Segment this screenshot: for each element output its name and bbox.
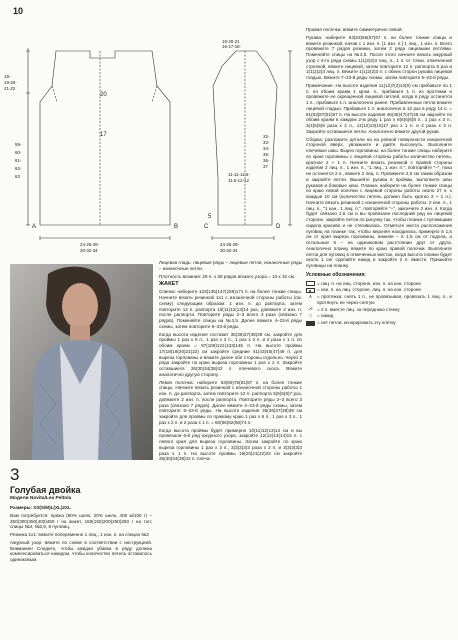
sleeves-text: Рукава: наберите 63(63)65(67)67 п. на более тонкие спицы и вяжите резинкой, начав с 1 изн. п. [1 изн. п.] 1 лиц., 1 изн. п. Всего провяжите 7 рядов резинки, затем 2 ряда лицевыми петлями. Поменяйте спицы на №3,5. После этого начните вязать ажурный узор с 6-го ряда схемы 1(1)2(2)3 лиц. п., 1 п. от точки, отмеченной стрелкой, вяжите лицевой, затем повторите 12 п. раппорта 5 раз и 1(1)2(2)3 лиц. п. Вяжите 1(1)2(2)3 п. с обеих сторон рукава лицевой гладью. Вяжите 7–23-й ряды схемы, затем повторите 6–23-й ряды. bbox=[306, 34, 452, 80]
sleeve-top-label-1: 16-17-18- bbox=[222, 44, 242, 49]
front-top-label-1: 18- bbox=[4, 74, 11, 79]
lace-pattern-text: Ажурный узор: вяжите по схеме в соответствии с инструкцией. Внимание! Следите, чтобы каждая убавка в ряду должна компенсироваться накидом, чтобы количество петель оставалось одинаковым. bbox=[10, 539, 152, 562]
legend-item-text: = лиц. п. на лиц. стороне, изн. п. на изн. стороне bbox=[317, 280, 421, 286]
right-column bbox=[306, 27, 452, 327]
letter-c: C bbox=[204, 224, 209, 230]
legend-item bbox=[306, 320, 452, 326]
letter-b: B bbox=[174, 224, 179, 230]
front-length-label-1: 59- bbox=[15, 142, 22, 147]
sleeve-length-label-1: 32- bbox=[263, 134, 270, 139]
k2tog-symbol-icon: ⋌ bbox=[308, 306, 313, 312]
sleeve-length-label-3: 34- bbox=[263, 146, 270, 151]
sleeve-length-label-5: 36- bbox=[263, 158, 270, 163]
assembly-text: Сборка: разложите детали на на ровной поверхности изнаночной стороной вверх, увлажните и дайте высохнуть. Выполните плечевые швы. Вырез горловины: на более тонкие спицы наберите по краю горловины с лицевой стороны работы количество петель, кратное 2 + 1 п. Начните вязать резинкой с правой стороны изделия 2 лиц. п., 1 изн. п., "1 лиц., 1 изн. п.", повторяйте "–", пока не останется 2 п., вяжите 2 лиц. п. Провяжите 2,5 см таким образом и закройте петли. Вышейте рукава в проймы, выполните швы рукавов и боковые швы. Планка: наберите на более тонкие спицы по краю левой полочки с лицевой стороны работы около 27 п. х каждые 10 см (количество петель должно быть кратно 2 + 1 п.). Начните вязать резинкой с изнаночной стороны работы: 2 изн. п., 1 лиц. п., "1 изн., 1 лиц. п.", повторяйте "–", закончите 2 изн. п. Когда будет связано 2,5 см и вы провязали последний ряд на лицевой стороне, закройте петли по рисунку так, чтобы планка с пуговицами сидела красиво и не стягивалась. Отметьте места расположения пуговиц на планке так, чтобы верхняя находилась примерно в 1,5 см от края выреза горловины, нижняя – в 1,5 см от подола, а остальные 6 – на одинаковом расстоянии друг от друга. Аналогично планку вяжите по краю правой полочки. Выполните петли для пуговиц в отмеченных местах, когда высота планки будет около 1 см: сделайте накид и закройте 2 п. вместе. Пришейте пуговицы на планку. bbox=[306, 136, 452, 268]
front-length-label-4: 62- bbox=[15, 166, 22, 171]
materials-text: Вам потребуется: пряжа (80% шелк, 20% шелк, 400 м/100 г) – 250(300)350(400)450 г на жакет, 150(150)200(250)250 г на топ; спицы №3, №3,5, 8 пуговиц. bbox=[10, 512, 152, 530]
garment-schematic bbox=[0, 18, 298, 256]
legend-item-text: = 2 п. вместе лиц. за переднюю стенку bbox=[317, 306, 400, 312]
gauge-text: Плотность вязания: 28 п. х 36 рядов вязкого узора = 10 х 10 см. bbox=[159, 273, 296, 279]
left-front-text: Левая полочка: наберите 63(69)75(81)87 п. на более тонкие спицы. Начните вязать резинкой с изнаночной стороны работы 1 изн. п. до раппорта, затем повторите 12 п. раппорта 5(5)6(6)7 раз, довяжите 2 изн. п. после раппорта. Повторите ряды 2–3 всего 3 раза (связано 7 рядов). Далее вяжите 4–23-й ряды схемы, затем повторите 6–23-й ряды. На высоте изделия 35(36)37(38)39 см закройте для проймы по правому краю 1 раз х 6 п., 1 раз х 3 п., 1 раз х 2 п. и 2 раза х 1 п. = 50(56)62(68)74 п. bbox=[159, 379, 302, 425]
sizes-text: Размеры: XS(S/M)L(XL)2XL bbox=[10, 505, 71, 510]
stockinette-text: Лицевая гладь: лицевые ряды – лицевые петли, изнаночные ряды – изнаночные петли. bbox=[159, 260, 302, 271]
left-column bbox=[10, 464, 152, 565]
front-length-label-3: 61- bbox=[15, 158, 22, 163]
right-front-text: Правая полочка: вяжите симметрично левой. bbox=[306, 27, 403, 32]
legend-item-text: = нет петли, игнорировать эту клетку bbox=[317, 320, 396, 325]
front-width-label-1: 24-26-28- bbox=[80, 242, 100, 247]
front-piece-outline bbox=[40, 51, 170, 225]
front-width-label-2: 30-32-34 bbox=[80, 248, 98, 253]
front-number-20: 20 bbox=[100, 92, 107, 98]
legend-item bbox=[306, 313, 452, 319]
sleeve-number-5: 5 bbox=[208, 214, 212, 220]
front-top-label-3: 21-22 bbox=[4, 86, 16, 91]
legend-list bbox=[306, 281, 452, 326]
letter-d: D bbox=[276, 224, 281, 230]
legend-item bbox=[306, 287, 452, 293]
legend-item-text: = накид bbox=[317, 313, 334, 319]
legend-item bbox=[306, 281, 452, 287]
sleeve-inner-label-2: 11.5-12-12 bbox=[228, 178, 249, 183]
sleeve-top-label-2: 19-20-21 bbox=[222, 39, 240, 44]
back-text-2: Когда высота изделия составит 35(36)37(38)39 см, закройте для проймы 1 раз х 6 п., 1 раз х 3 п., 1 раз х 2 п. и 2 раза х 1 п. по обоим краям = 97(109)121(133)145 п. На высоте проймы 17(18)19(20)21(22) см закройте средние 41(43)45(47)49 п. для выреза горловины и вяжите далее обе стороны отдельно. Через 2 ряда закройте по краю выреза горловины 1 раз х 2 п. Закройте оставшиеся 26(30)34(38)42 п. плечевого скоса. Вяжите аналогично другую сторону. bbox=[159, 331, 302, 377]
middle-column bbox=[159, 260, 302, 464]
legend-item bbox=[306, 307, 452, 313]
sleeve-length-label-6: 37 bbox=[263, 164, 268, 169]
yarn-over-symbol-icon: ○ bbox=[308, 312, 313, 319]
sleeve-width-label-1: 24-26-28- bbox=[220, 242, 240, 247]
front-length-label-2: 60- bbox=[15, 150, 22, 155]
front-number-17: 17 bbox=[100, 132, 107, 138]
legend-title: Условные обозначения: bbox=[306, 271, 366, 278]
sleeve-inner-label-1: 11-11-11.5- bbox=[228, 172, 250, 177]
slip-stitch-symbol-icon: ⋏ bbox=[308, 293, 313, 300]
pattern-title: Голубая двойка bbox=[10, 485, 81, 495]
front-length-label-5: 63 bbox=[15, 174, 20, 179]
rib-text: Резинка 1х1: вяжите попеременно 1 лиц., 1 изн. п. на спицах №3 bbox=[10, 532, 149, 537]
left-front-text-2: Когда высота проймы будет примерно 10(11)12(13)14 см и вы провязали 6-й ряд ажурного узора, закройте 12(12)14(14)15 п. с левого края для выреза горловины. Затем закройте по краю выреза горловины 1 раз х 3 п., 3(3)3(3)3 раза х 2 п. и 3(3)3(3)3 раза х 1 п. На высоте проймы 19(20)21(22)23 см закройте 26(30)34(38)42 п. плеча. bbox=[159, 427, 302, 462]
front-top-label-2: 19-20- bbox=[4, 80, 17, 85]
legend-item-text: = протяжка: снять 1 п., не провязывая, провязать 1 лиц. п., и протянуть ее через снятую bbox=[317, 294, 452, 305]
model-photo bbox=[10, 264, 153, 460]
legend-item bbox=[306, 294, 452, 306]
letter-a: A bbox=[32, 224, 37, 230]
purl-symbol-icon bbox=[306, 288, 315, 293]
note-text: Примечание. На высоте изделия 11(12)7(4)12(9) см прибавьте по 1 п. по обоим краям 1 кром. п., прибавьте 1 п. из протяжки и провяжите ее скрещенной лицевой петлей, когда в ряду останется 1 п., прибавьте 1 п. аналогично ранее. Прибавленные петли вяжите лицевой гладью. Прибавьте 1 п. аналогично в 12 раз в ряду 14 п. = 81(83)87(91)97 п. На высоте изделия 46(46)47(47)48 см закройте по обоим краям в каждом 2-м ряду 1 раз х 6(6)6(6)8 п., 1 раз х 3 п., 3(4)5(5)6 раза х 2 п., 11(12)13(15)17 раз х 1 п. и 2 раза х 3 п. Закройте оставшиеся петли. Аналогично вяжите другой рукав. bbox=[306, 82, 452, 134]
back-text: Спинка: наберите 123(135)147(159)171 п. на более тонкие спицы. Начните вязать резинкой 1х1 с изнаночной стороны работы (см. схему) следующим образом: 1 изн. п. до раппорта, затем повторите 12 п. раппорта 10(11)12(13)14 раз, довяжите 2 изн. п. после раппорта. Повторите ряды 2–3 всего 3 раза (связано 7 рядов). Поменяйте спицы на №3,5. Далее вяжите 4–23-й ряды схемы, затем повторите 6–23-й ряды. bbox=[159, 289, 302, 329]
no-stitch-symbol-icon bbox=[306, 321, 315, 326]
legend-item-text: = изн. п. на лиц. стороне, лиц. п. на изн. стороне bbox=[317, 287, 421, 293]
sleeve-width-label-2: 30-32-34 bbox=[220, 248, 238, 253]
sleeve-length-label-2: 33- bbox=[263, 140, 270, 145]
sleeve-length-label-4: 35- bbox=[263, 152, 270, 157]
jacket-heading: ЖАКЕТ bbox=[159, 281, 179, 288]
pattern-number: 3 bbox=[10, 465, 20, 484]
pattern-models: Модели Novita/Lea Peltola bbox=[10, 496, 72, 501]
knit-symbol-icon bbox=[306, 281, 315, 286]
page-number: 10 bbox=[13, 6, 24, 16]
